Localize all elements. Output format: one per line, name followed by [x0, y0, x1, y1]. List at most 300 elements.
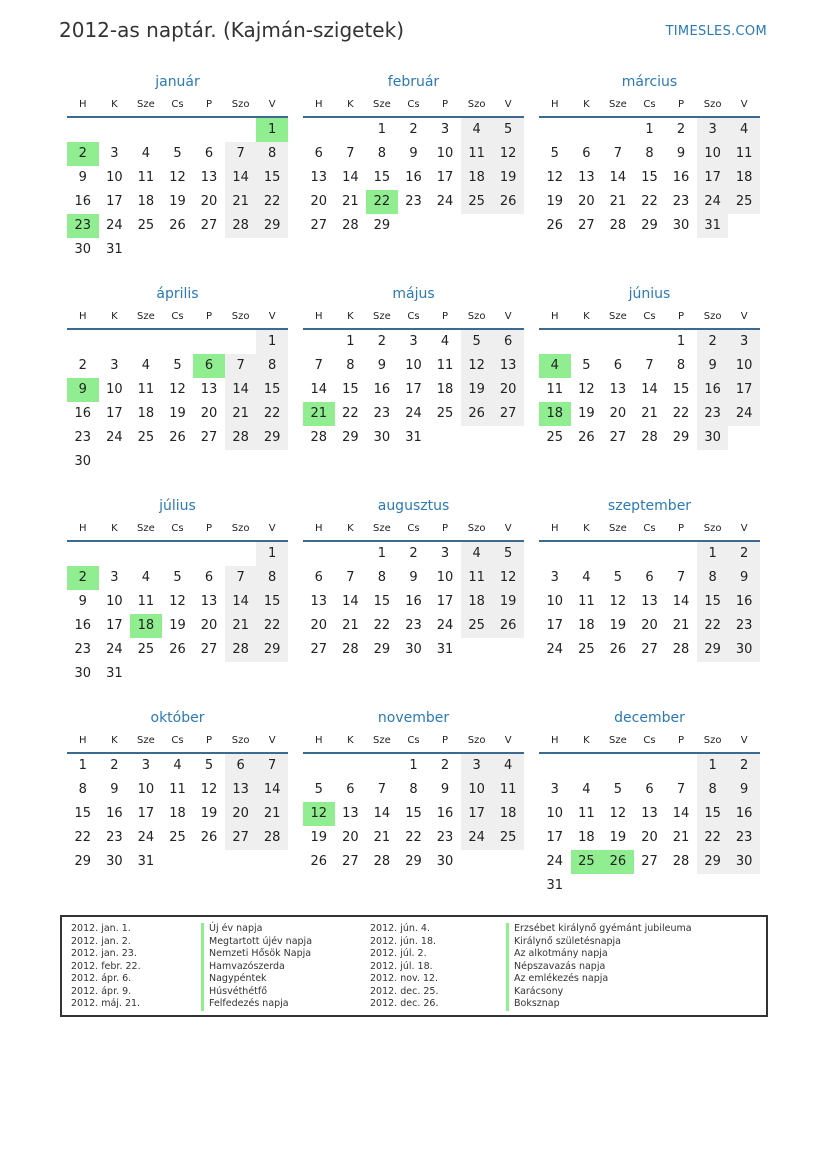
day-cell: 7: [225, 142, 257, 166]
day-cell: 17: [728, 378, 760, 402]
day-cell: 22: [256, 402, 288, 426]
day-cell: 4: [461, 542, 493, 566]
day-cell: 24: [106, 642, 123, 657]
empty-cell: [99, 118, 131, 142]
day-cell: 3: [728, 330, 760, 354]
weekday-label: Szo: [231, 522, 250, 534]
day-cell: 18: [169, 806, 186, 821]
holiday-name: Az emlékezés napja: [506, 973, 692, 986]
day-cell: 30: [405, 642, 422, 657]
weekday-label: Cs: [643, 522, 656, 534]
day-cell: 29: [256, 426, 288, 450]
weekday-label: K: [111, 98, 118, 110]
day-cell: 19: [200, 806, 218, 821]
day-cell: 4: [141, 146, 151, 161]
empty-cell: [571, 118, 603, 142]
day-cell: 30: [74, 242, 92, 257]
day-cell: 29: [256, 638, 288, 662]
day-cell: 23: [74, 642, 92, 657]
day-cell: 9: [728, 778, 760, 802]
day-cell: 27: [200, 218, 218, 233]
holiday-names-left: [201, 923, 312, 1011]
day-cell: 27: [310, 642, 328, 657]
weekday-label: V: [268, 98, 276, 110]
day-cell: 29: [405, 854, 422, 869]
weekday-label: Cs: [407, 98, 420, 110]
day-cell: 23: [672, 194, 690, 209]
weekday-label: Cs: [643, 310, 656, 322]
day-cell: 15: [405, 806, 422, 821]
day-grid: [303, 754, 524, 874]
day-cell: 26: [546, 218, 564, 233]
weekday-label: Szo: [703, 522, 722, 534]
day-cell: 2: [440, 758, 450, 773]
empty-cell: [335, 754, 367, 778]
weekday-label: Szo: [467, 522, 486, 534]
weekday-label: K: [347, 522, 354, 534]
day-cell: 2: [409, 122, 418, 137]
weekday-label: Cs: [171, 734, 184, 746]
weekday-label: K: [347, 98, 354, 110]
day-cell: 3: [550, 782, 559, 797]
holiday-day-cell: 18: [130, 614, 162, 638]
day-cell: 11: [461, 142, 493, 166]
holiday-day-cell: 21: [303, 402, 335, 426]
day-cell: 17: [137, 806, 155, 821]
day-cell: 24: [728, 402, 760, 426]
day-cell: 31: [436, 642, 454, 657]
day-cell: 15: [342, 382, 359, 397]
day-cell: 8: [409, 782, 418, 797]
day-cell: 14: [225, 590, 257, 614]
day-cell: 1: [377, 546, 387, 561]
weekday-header: [539, 728, 760, 754]
weekday-label: Sze: [373, 522, 391, 534]
empty-cell: [162, 330, 194, 354]
day-cell: 21: [256, 802, 288, 826]
day-cell: 4: [461, 118, 493, 142]
day-cell: 26: [461, 402, 493, 426]
day-cell: 29: [697, 850, 729, 874]
day-cell: 17: [106, 194, 123, 209]
day-cell: 28: [373, 854, 391, 869]
day-cell: 18: [728, 166, 760, 190]
day-cell: 6: [492, 330, 524, 354]
day-cell: 20: [641, 830, 658, 845]
day-grid: [67, 330, 288, 474]
day-cell: 2: [409, 546, 418, 561]
empty-cell: [571, 754, 603, 778]
day-cell: 4: [440, 334, 450, 349]
day-cell: 2: [78, 358, 87, 373]
month-name: augusztus: [377, 498, 450, 514]
empty-cell: [602, 330, 634, 354]
day-cell: 30: [697, 426, 729, 450]
weekday-label: Szo: [231, 98, 250, 110]
day-cell: 10: [728, 354, 760, 378]
weekday-label: Sze: [137, 734, 155, 746]
day-cell: 21: [672, 618, 690, 633]
day-cell: 5: [550, 146, 559, 161]
day-cell: 31: [137, 854, 155, 869]
holiday-day-cell: 25: [571, 850, 603, 874]
day-cell: 24: [106, 218, 123, 233]
day-cell: 1: [676, 334, 686, 349]
holiday-day-cell: 22: [366, 190, 398, 214]
day-cell: 11: [578, 594, 595, 609]
empty-cell: [193, 542, 225, 566]
day-cell: 9: [697, 354, 729, 378]
day-cell: 20: [310, 618, 328, 633]
day-cell: 1: [409, 758, 418, 773]
day-cell: 19: [578, 406, 595, 421]
day-cell: 4: [141, 570, 151, 585]
weekday-label: H: [315, 734, 323, 746]
day-cell: 4: [492, 754, 524, 778]
holiday-name: Népszavazás napja: [506, 961, 692, 974]
weekday-label: K: [583, 734, 590, 746]
weekday-header: [539, 304, 760, 330]
day-cell: 8: [676, 358, 686, 373]
day-cell: 13: [200, 382, 218, 397]
day-cell: 2: [377, 334, 387, 349]
day-cell: 24: [461, 826, 493, 850]
day-cell: 16: [74, 194, 92, 209]
month-6: [67, 496, 288, 686]
day-cell: 1: [256, 542, 288, 566]
day-cell: 3: [409, 334, 418, 349]
holiday-name: Karácsony: [506, 986, 692, 999]
month-name: március: [621, 74, 678, 90]
day-cell: 27: [310, 218, 328, 233]
day-cell: 14: [342, 594, 359, 609]
day-cell: 4: [728, 118, 760, 142]
weekday-label: H: [315, 310, 323, 322]
day-cell: 13: [225, 778, 257, 802]
weekday-label: H: [79, 98, 87, 110]
day-cell: 30: [74, 666, 92, 681]
day-cell: 27: [641, 854, 658, 869]
day-cell: 30: [728, 638, 760, 662]
day-cell: 19: [310, 830, 328, 845]
holiday-name: Húsvéthétfő: [201, 986, 312, 999]
day-cell: 11: [461, 566, 493, 590]
day-cell: 13: [200, 594, 218, 609]
day-cell: 10: [137, 782, 155, 797]
day-cell: 15: [697, 802, 729, 826]
holiday-date: 2012. ápr. 9.: [71, 985, 132, 997]
day-cell: 4: [141, 358, 151, 373]
weekday-label: Cs: [643, 98, 656, 110]
weekday-label: V: [268, 310, 276, 322]
holiday-name: Nagypéntek: [201, 973, 312, 986]
day-cell: 2: [728, 754, 760, 778]
empty-cell: [634, 542, 666, 566]
day-cell: 25: [461, 614, 493, 638]
empty-cell: [571, 542, 603, 566]
empty-cell: [67, 118, 99, 142]
holiday-date: 2012. nov. 12.: [370, 973, 439, 984]
day-cell: 16: [74, 618, 92, 633]
day-cell: 20: [492, 378, 524, 402]
weekday-label: H: [551, 310, 559, 322]
month-11: [539, 708, 760, 898]
weekday-header: [539, 92, 760, 118]
holiday-name: Erzsébet királynő gyémánt jubileuma: [506, 923, 692, 936]
day-cell: 5: [613, 570, 623, 585]
page-title: 2012-as naptár. (Kajmán-szigetek): [59, 18, 404, 42]
day-cell: 14: [672, 806, 690, 821]
empty-cell: [303, 754, 335, 778]
day-cell: 14: [672, 594, 690, 609]
weekday-label: K: [583, 522, 590, 534]
day-cell: 29: [74, 854, 92, 869]
weekday-label: Cs: [171, 310, 184, 322]
day-cell: 10: [106, 594, 123, 609]
weekday-label: Sze: [609, 734, 627, 746]
day-cell: 6: [582, 146, 591, 161]
day-cell: 17: [436, 594, 454, 609]
day-cell: 15: [672, 382, 690, 397]
day-cell: 24: [546, 854, 564, 869]
empty-cell: [634, 330, 666, 354]
day-cell: 1: [697, 754, 729, 778]
day-cell: 9: [78, 170, 87, 185]
weekday-header: [303, 92, 524, 118]
day-cell: 13: [609, 382, 627, 397]
day-cell: 24: [697, 190, 729, 214]
day-cell: 8: [256, 566, 288, 590]
day-cell: 13: [310, 170, 328, 185]
weekday-label: Sze: [137, 522, 155, 534]
day-cell: 18: [137, 406, 155, 421]
day-cell: 15: [256, 590, 288, 614]
day-cell: 17: [436, 170, 454, 185]
holiday-dates-left: [71, 923, 141, 1011]
day-cell: 22: [342, 406, 359, 421]
day-cell: 8: [256, 142, 288, 166]
day-cell: 15: [256, 378, 288, 402]
day-cell: 31: [697, 214, 729, 238]
day-cell: 10: [546, 806, 564, 821]
day-cell: 23: [728, 614, 760, 638]
day-cell: 25: [492, 826, 524, 850]
weekday-label: H: [79, 310, 87, 322]
day-cell: 9: [110, 782, 119, 797]
empty-cell: [130, 542, 162, 566]
day-cell: 19: [169, 618, 186, 633]
day-cell: 29: [373, 642, 391, 657]
day-cell: 6: [314, 570, 323, 585]
day-cell: 12: [169, 170, 186, 185]
weekday-header: [303, 728, 524, 754]
day-cell: 9: [377, 358, 387, 373]
day-cell: 29: [342, 430, 359, 445]
day-cell: 7: [346, 570, 355, 585]
weekday-label: Szo: [703, 310, 722, 322]
holiday-day-cell: 2: [67, 566, 99, 590]
day-cell: 9: [440, 782, 450, 797]
day-cell: 5: [204, 758, 214, 773]
day-cell: 26: [492, 190, 524, 214]
day-grid: [67, 118, 288, 262]
day-cell: 29: [672, 430, 690, 445]
day-cell: 3: [110, 358, 119, 373]
empty-cell: [539, 754, 571, 778]
brand-link[interactable]: TIMESLES.COM: [665, 24, 767, 39]
weekday-label: V: [740, 734, 748, 746]
weekday-label: H: [315, 522, 323, 534]
weekday-label: P: [206, 98, 213, 110]
day-cell: 12: [609, 594, 627, 609]
day-cell: 3: [440, 122, 450, 137]
empty-cell: [539, 330, 571, 354]
holiday-date: 2012. jún. 18.: [370, 935, 437, 947]
day-cell: 12: [546, 170, 564, 185]
weekday-header: [539, 516, 760, 542]
day-cell: 7: [645, 358, 654, 373]
weekday-header: [303, 516, 524, 542]
day-cell: 13: [641, 594, 658, 609]
day-cell: 7: [225, 354, 257, 378]
weekday-label: Szo: [231, 310, 250, 322]
weekday-label: P: [678, 310, 685, 322]
day-cell: 23: [405, 618, 422, 633]
day-grid: [539, 118, 760, 238]
day-cell: 1: [645, 122, 654, 137]
day-cell: 18: [137, 194, 155, 209]
day-cell: 3: [461, 754, 493, 778]
month-0: [67, 72, 288, 262]
day-cell: 21: [225, 614, 257, 638]
day-cell: 31: [106, 242, 123, 257]
day-cell: 8: [697, 566, 729, 590]
empty-cell: [303, 542, 335, 566]
day-cell: 12: [578, 382, 595, 397]
day-cell: 30: [728, 850, 760, 874]
day-cell: 1: [346, 334, 355, 349]
empty-cell: [162, 542, 194, 566]
day-cell: 3: [141, 758, 151, 773]
day-cell: 24: [106, 430, 123, 445]
day-cell: 24: [436, 194, 454, 209]
weekday-label: Sze: [373, 734, 391, 746]
empty-cell: [539, 118, 571, 142]
day-cell: 5: [492, 118, 524, 142]
day-cell: 15: [256, 166, 288, 190]
day-grid: [303, 330, 524, 450]
weekday-label: V: [268, 522, 276, 534]
day-cell: 28: [672, 642, 690, 657]
day-cell: 21: [609, 194, 627, 209]
day-cell: 19: [461, 378, 493, 402]
day-cell: 1: [78, 758, 87, 773]
day-cell: 28: [609, 218, 627, 233]
holiday-date: 2012. febr. 22.: [71, 960, 141, 972]
day-cell: 19: [169, 194, 186, 209]
day-cell: 20: [310, 194, 328, 209]
empty-cell: [335, 542, 367, 566]
empty-cell: [99, 542, 131, 566]
weekday-label: H: [551, 734, 559, 746]
day-cell: 10: [436, 570, 454, 585]
day-cell: 8: [645, 146, 654, 161]
holiday-date: 2012. júl. 18.: [370, 960, 433, 972]
day-cell: 15: [74, 806, 92, 821]
day-cell: 25: [169, 830, 186, 845]
day-cell: 10: [697, 142, 729, 166]
day-cell: 26: [169, 642, 186, 657]
day-cell: 20: [609, 406, 627, 421]
month-2: [539, 72, 760, 238]
day-grid: [303, 542, 524, 662]
day-cell: 23: [436, 830, 454, 845]
day-cell: 26: [609, 642, 627, 657]
day-cell: 20: [641, 618, 658, 633]
day-cell: 14: [225, 378, 257, 402]
holiday-day-cell: 1: [256, 118, 288, 142]
holiday-date: 2012. jan. 1.: [71, 923, 131, 934]
day-cell: 11: [169, 782, 186, 797]
month-name: július: [159, 498, 196, 514]
day-cell: 6: [346, 782, 355, 797]
day-cell: 16: [405, 594, 422, 609]
weekday-label: Sze: [373, 98, 391, 110]
weekday-header: [67, 516, 288, 542]
day-cell: 8: [78, 782, 87, 797]
day-cell: 1: [697, 542, 729, 566]
month-3: [67, 284, 288, 474]
weekday-label: Sze: [609, 310, 627, 322]
weekday-label: Sze: [137, 310, 155, 322]
day-cell: 13: [641, 806, 658, 821]
day-cell: 6: [613, 358, 623, 373]
day-cell: 28: [225, 214, 257, 238]
day-cell: 6: [645, 782, 654, 797]
month-name: december: [614, 710, 685, 726]
day-cell: 21: [641, 406, 658, 421]
day-cell: 25: [137, 218, 155, 233]
day-grid: [67, 754, 288, 874]
day-cell: 30: [74, 454, 92, 469]
holiday-date: 2012. jún. 4.: [370, 923, 431, 934]
day-cell: 4: [173, 758, 182, 773]
weekday-label: V: [504, 522, 512, 534]
day-cell: 10: [405, 358, 422, 373]
holiday-date: 2012. ápr. 6.: [71, 973, 132, 984]
day-cell: 23: [697, 402, 729, 426]
day-cell: 18: [436, 382, 454, 397]
holiday-date: 2012. júl. 2.: [370, 948, 427, 959]
day-cell: 11: [137, 594, 155, 609]
day-cell: 14: [609, 170, 627, 185]
day-cell: 11: [578, 806, 595, 821]
day-cell: 27: [641, 642, 658, 657]
day-cell: 17: [546, 830, 564, 845]
day-cell: 1: [256, 330, 288, 354]
day-cell: 25: [436, 406, 454, 421]
day-cell: 1: [377, 122, 387, 137]
day-cell: 17: [546, 618, 564, 633]
day-cell: 17: [461, 802, 493, 826]
day-cell: 16: [74, 406, 92, 421]
day-cell: 23: [74, 430, 92, 445]
day-cell: 9: [676, 146, 686, 161]
day-cell: 24: [546, 642, 564, 657]
day-cell: 16: [697, 378, 729, 402]
day-cell: 15: [373, 594, 391, 609]
day-cell: 10: [436, 146, 454, 161]
